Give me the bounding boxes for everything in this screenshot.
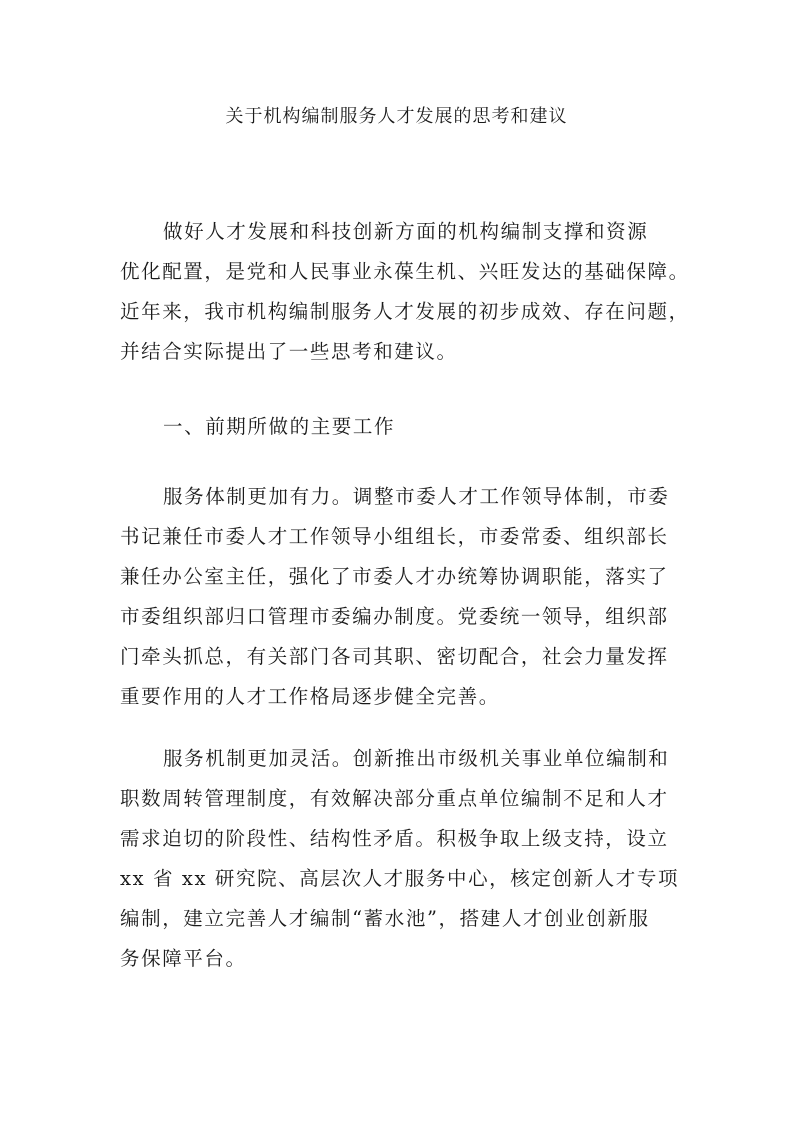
paragraph-line: 并结合实际提出了一些思考和建议。 bbox=[120, 340, 458, 363]
paragraph-line: 需求迫切的阶段性、结构性矛盾。积极争取上级支持，设立 bbox=[120, 827, 669, 850]
paragraph-service-mechanism bbox=[120, 739, 680, 979]
paragraph-line: 市委组织部归口管理市委编办制度。党委统一领导，组织部 bbox=[120, 605, 669, 628]
paragraph-line: 书记兼任市委人才工作领导小组组长，市委常委、组织部长 bbox=[120, 525, 669, 548]
paragraph-line: 做好人才发展和科技创新方面的机构编制支撑和资源 bbox=[163, 220, 649, 243]
document-title: 关于机构编制服务人才发展的思考和建议 bbox=[225, 106, 568, 127]
section-heading: 一、前期所做的主要工作 bbox=[163, 415, 396, 438]
paragraph-line: 服务体制更加有力。调整市委人才工作领导体制，市委 bbox=[163, 485, 670, 508]
paragraph-line: 编制，建立完善人才编制“蓄水池”，搭建人才创业创新服 bbox=[120, 907, 650, 930]
paragraph-line: 重要作用的人才工作格局逐步健全完善。 bbox=[120, 685, 500, 708]
paragraph-line: 近年来，我市机构编制服务人才发展的初步成效、存在问题， bbox=[120, 300, 690, 323]
paragraph-line: 服务机制更加灵活。创新推出市级机关事业单位编制和 bbox=[163, 747, 670, 770]
intro-paragraph bbox=[120, 212, 690, 372]
paragraph-line: 兼任办公室主任，强化了市委人才办统筹协调职能，落实了 bbox=[120, 565, 669, 588]
paragraph-line: 职数周转管理制度，有效解决部分重点单位编制不足和人才 bbox=[120, 787, 669, 810]
paragraph-line: 优化配置，是党和人民事业永葆生机、兴旺发达的基础保障。 bbox=[120, 260, 690, 283]
paragraph-line: 门牵头抓总，有关部门各司其职、密切配合，社会力量发挥 bbox=[120, 645, 669, 668]
paragraph-service-system bbox=[120, 477, 680, 717]
paragraph-line: 务保障平台。 bbox=[120, 947, 247, 970]
paragraph-line: xx 省 xx 研究院、高层次人才服务中心，核定创新人才专项 bbox=[120, 867, 680, 890]
